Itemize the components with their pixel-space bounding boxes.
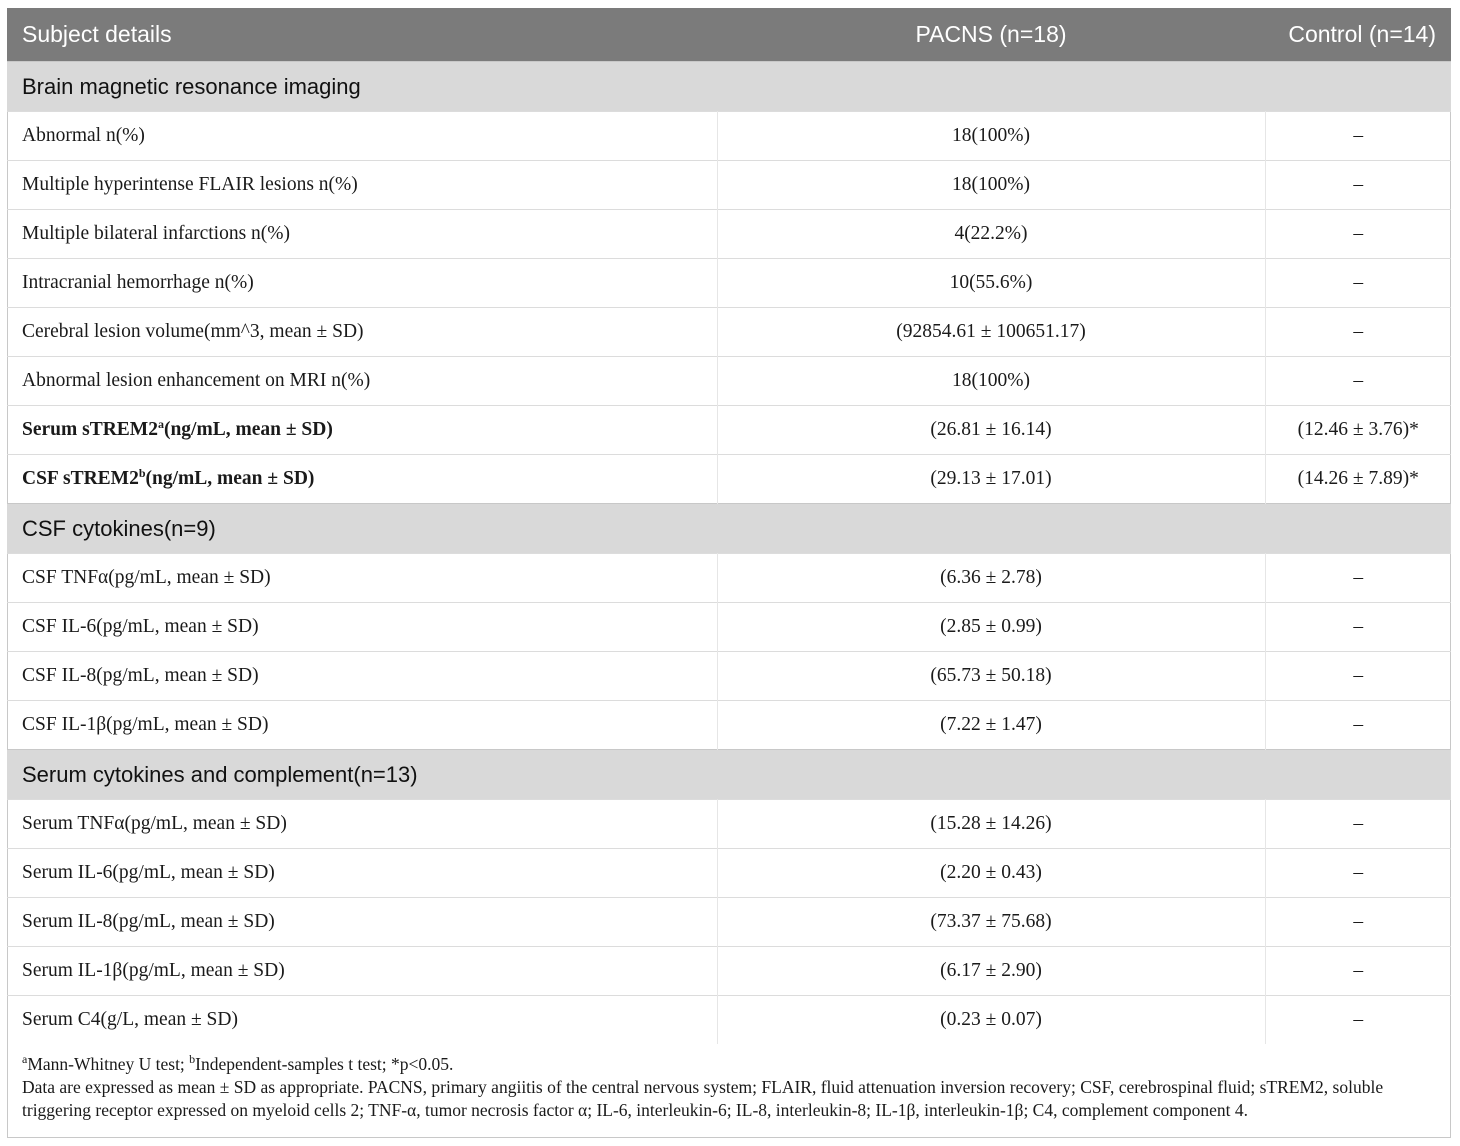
row-label bbox=[7, 701, 717, 750]
table-row bbox=[7, 455, 1451, 504]
row-label-text: Multiple bilateral infarctions n(%) bbox=[22, 223, 291, 244]
control-value: – bbox=[1265, 947, 1451, 996]
row-label-text: Abnormal lesion enhancement on MRI n(%) bbox=[22, 370, 371, 391]
row-label-text: Abnormal n(%) bbox=[22, 125, 145, 146]
footnote-text-a: Mann-Whitney U test; bbox=[27, 1054, 190, 1074]
row-label bbox=[7, 161, 717, 210]
row-label-suffix: (ng/mL, mean ± SD) bbox=[163, 419, 333, 440]
row-label bbox=[7, 308, 717, 357]
section-header-row bbox=[7, 62, 1451, 112]
row-label bbox=[7, 996, 717, 1045]
pacns-value: (2.20 ± 0.43) bbox=[717, 849, 1265, 898]
pacns-value: (65.73 ± 50.18) bbox=[717, 652, 1265, 701]
control-value: – bbox=[1265, 259, 1451, 308]
footnote-sup-a: a bbox=[22, 1052, 28, 1066]
pacns-value: (0.23 ± 0.07) bbox=[717, 996, 1265, 1045]
row-label-sup: b bbox=[138, 466, 146, 480]
data-table bbox=[7, 8, 1451, 1044]
section-title: CSF cytokines(n=9) bbox=[7, 504, 1451, 554]
table-row bbox=[7, 652, 1451, 701]
row-label bbox=[7, 603, 717, 652]
row-label-text: CSF sTREM2 bbox=[22, 468, 139, 489]
pacns-value: (6.17 ± 2.90) bbox=[717, 947, 1265, 996]
row-label-text: Serum C4(g/L, mean ± SD) bbox=[22, 1009, 238, 1030]
table-body bbox=[7, 62, 1451, 1045]
table-row bbox=[7, 947, 1451, 996]
row-label bbox=[7, 554, 717, 603]
row-label bbox=[7, 800, 717, 849]
control-value: – bbox=[1265, 652, 1451, 701]
row-label bbox=[7, 455, 717, 504]
table-row bbox=[7, 898, 1451, 947]
control-value: – bbox=[1265, 112, 1451, 161]
row-label-text: CSF IL-1β(pg/mL, mean ± SD) bbox=[22, 714, 269, 735]
footnotes bbox=[22, 1053, 1442, 1122]
table-row bbox=[7, 406, 1451, 455]
section-title: Brain magnetic resonance imaging bbox=[7, 62, 1451, 112]
table-row bbox=[7, 554, 1451, 603]
control-value: – bbox=[1265, 554, 1451, 603]
footnote-tests bbox=[22, 1053, 1442, 1076]
footnote-abbreviations: Data are expressed as mean ± SD as appropriate. PACNS, primary angiitis of the central nervous system; FLAIR, fluid attenuation inversion recovery; CSF, cerebrospinal fluid; sTREM2, soluble triggering receptor expressed on myeloid cells 2; TNF-α, tumor necrosis factor α; IL-6, interleukin-6; IL-8, interleukin-8; IL-1β, interleukin-1β; C4, complement component 4. bbox=[22, 1077, 1384, 1120]
pacns-value: (7.22 ± 1.47) bbox=[717, 701, 1265, 750]
row-label-sup: a bbox=[157, 417, 164, 431]
pacns-value: 18(100%) bbox=[717, 112, 1265, 161]
pacns-value: 4(22.2%) bbox=[717, 210, 1265, 259]
section-title: Serum cytokines and complement(n=13) bbox=[7, 750, 1451, 800]
table-row bbox=[7, 259, 1451, 308]
control-value: – bbox=[1265, 800, 1451, 849]
table-row bbox=[7, 996, 1451, 1045]
pacns-value: (73.37 ± 75.68) bbox=[717, 898, 1265, 947]
control-value: (12.46 ± 3.76)* bbox=[1265, 406, 1451, 455]
row-label-text: CSF TNFα(pg/mL, mean ± SD) bbox=[22, 567, 271, 588]
control-value: – bbox=[1265, 357, 1451, 406]
table-row bbox=[7, 210, 1451, 259]
pacns-value: (6.36 ± 2.78) bbox=[717, 554, 1265, 603]
table-row bbox=[7, 701, 1451, 750]
section-header-row bbox=[7, 750, 1451, 800]
table-row bbox=[7, 357, 1451, 406]
row-label-text: Serum TNFα(pg/mL, mean ± SD) bbox=[22, 813, 287, 834]
control-value: – bbox=[1265, 161, 1451, 210]
row-label-text: Serum IL-1β(pg/mL, mean ± SD) bbox=[22, 960, 285, 981]
control-value: – bbox=[1265, 701, 1451, 750]
row-label bbox=[7, 947, 717, 996]
pacns-value: (26.81 ± 16.14) bbox=[717, 406, 1265, 455]
pacns-value: (29.13 ± 17.01) bbox=[717, 455, 1265, 504]
row-label bbox=[7, 259, 717, 308]
table-row bbox=[7, 849, 1451, 898]
control-value: – bbox=[1265, 849, 1451, 898]
header-pacns: PACNS (n=18) bbox=[717, 8, 1265, 62]
header-control: Control (n=14) bbox=[1265, 8, 1451, 62]
control-value: – bbox=[1265, 898, 1451, 947]
control-value: – bbox=[1265, 996, 1451, 1045]
table-row bbox=[7, 603, 1451, 652]
pacns-value: 18(100%) bbox=[717, 161, 1265, 210]
pacns-value: (15.28 ± 14.26) bbox=[717, 800, 1265, 849]
row-label bbox=[7, 357, 717, 406]
row-label bbox=[7, 898, 717, 947]
table-header-row bbox=[7, 8, 1451, 62]
row-label-text: Intracranial hemorrhage n(%) bbox=[22, 272, 254, 293]
row-label-text: CSF IL-6(pg/mL, mean ± SD) bbox=[22, 616, 259, 637]
row-label-text: Cerebral lesion volume(mm^3, mean ± SD) bbox=[22, 321, 364, 342]
control-value: – bbox=[1265, 603, 1451, 652]
table-row bbox=[7, 161, 1451, 210]
row-label bbox=[7, 112, 717, 161]
section-header-row bbox=[7, 504, 1451, 554]
row-label bbox=[7, 210, 717, 259]
control-value: – bbox=[1265, 308, 1451, 357]
row-label-suffix: (ng/mL, mean ± SD) bbox=[145, 468, 315, 489]
row-label-text: Serum IL-6(pg/mL, mean ± SD) bbox=[22, 862, 275, 883]
footnote-sup-b: b bbox=[189, 1052, 196, 1066]
footnote-text-b: Independent-samples t test; *p<0.05. bbox=[195, 1054, 454, 1074]
pacns-value: 10(55.6%) bbox=[717, 259, 1265, 308]
row-label-text: CSF IL-8(pg/mL, mean ± SD) bbox=[22, 665, 259, 686]
pacns-value: 18(100%) bbox=[717, 357, 1265, 406]
table-row bbox=[7, 308, 1451, 357]
table-row bbox=[7, 112, 1451, 161]
row-label-text: Serum sTREM2 bbox=[22, 419, 158, 440]
table-row bbox=[7, 800, 1451, 849]
pacns-value: (2.85 ± 0.99) bbox=[717, 603, 1265, 652]
control-value: (14.26 ± 7.89)* bbox=[1265, 455, 1451, 504]
row-label-text: Serum IL-8(pg/mL, mean ± SD) bbox=[22, 911, 275, 932]
control-value: – bbox=[1265, 210, 1451, 259]
row-label-text: Multiple hyperintense FLAIR lesions n(%) bbox=[22, 174, 358, 195]
header-subject-details: Subject details bbox=[7, 8, 717, 62]
row-label bbox=[7, 849, 717, 898]
pacns-value: (92854.61 ± 100651.17) bbox=[717, 308, 1265, 357]
row-label bbox=[7, 406, 717, 455]
row-label bbox=[7, 652, 717, 701]
